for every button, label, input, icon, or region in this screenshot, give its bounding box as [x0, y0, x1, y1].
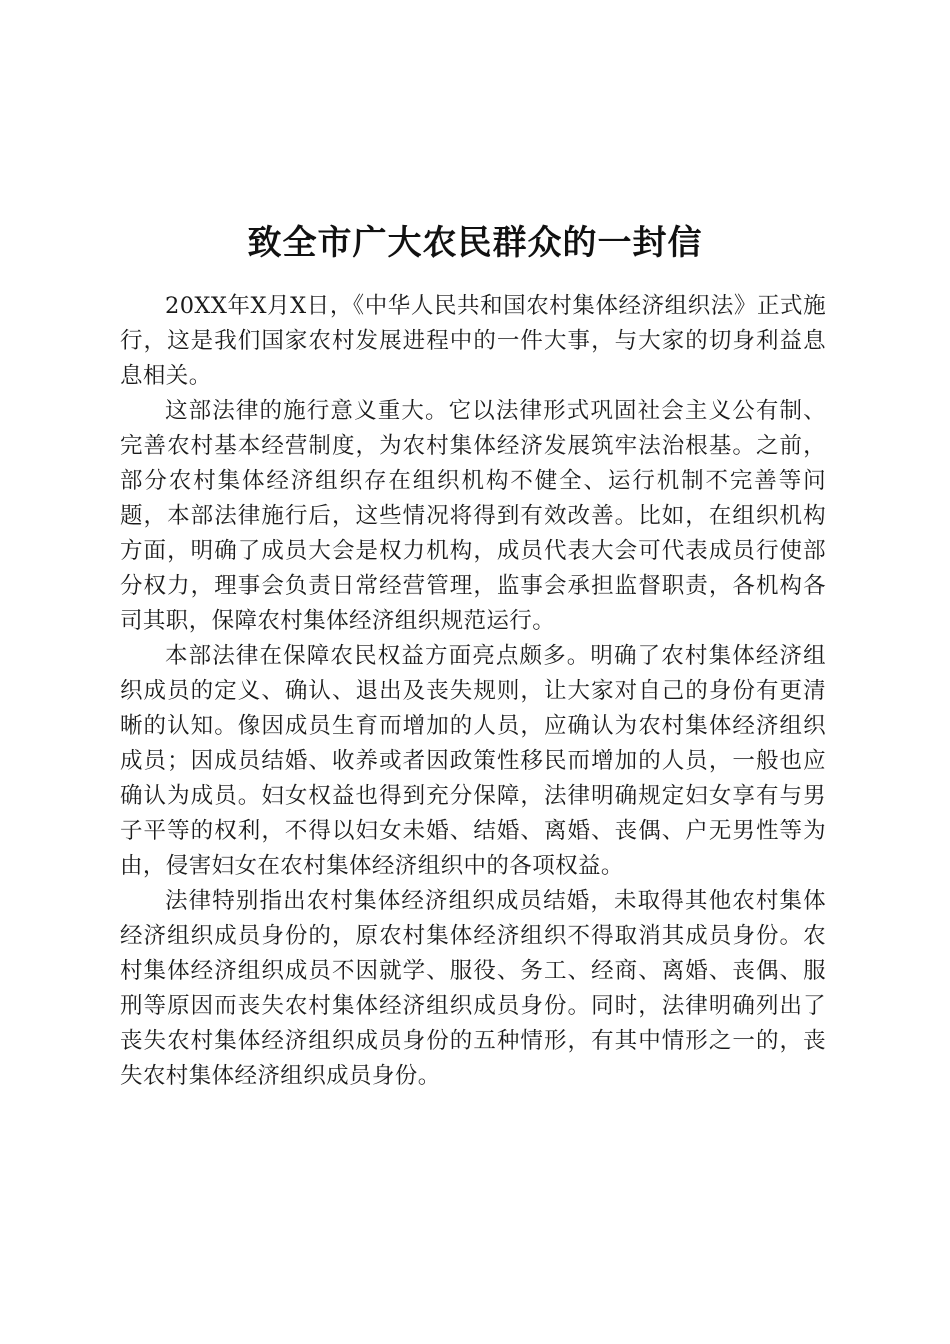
paragraph-2: 这部法律的施行意义重大。它以法律形式巩固社会主义公有制、完善农村基本经营制度，为农村集体经济发展筑牢法治根基。之前，部分农村集体经济组织存在组织机构不健全、运行机制不完善等问题，本部法律施行后，这些情况将得到有效改善。比如，在组织机构方面，明确了成员大会是权力机构，成员代表大会可代表成员行使部分权力，理事会负责日常经营管理，监事会承担监督职责，各机构各司其职，保障农村集体经济组织规范运行。	[120, 398, 826, 634]
paragraph-1: 20XX年X月X日，《中华人民共和国农村集体经济组织法》正式施行，这是我们国家农村发展进程中的一件大事，与大家的切身利益息息相关。	[120, 293, 826, 389]
paragraph-4: 法律特别指出农村集体经济组织成员结婚，未取得其他农村集体经济组织成员身份的，原农村集体经济组织不得取消其成员身份。农村集体经济组织成员不因就学、服役、务工、经商、离婚、丧偶、服刑等原因而丧失农村集体经济组织成员身份。同时，法律明确列出了丧失农村集体经济组织成员身份的五种情形，有其中情形之一的，丧失农村集体经济组织成员身份。	[120, 888, 826, 1089]
paragraph-3: 本部法律在保障农民权益方面亮点颇多。明确了农村集体经济组织成员的定义、确认、退出及丧失规则，让大家对自己的身份有更清晰的认知。像因成员生育而增加的人员，应确认为农村集体经济组织成员；因成员结婚、收养或者因政策性移民而增加的人员，一般也应确认为成员。妇女权益也得到充分保障，法律明确规定妇女享有与男子平等的权利，不得以妇女未婚、结婚、离婚、丧偶、户无男性等为由，侵害妇女在农村集体经济组织中的各项权益。	[120, 643, 826, 879]
document-body	[120, 289, 826, 1094]
document-title: 致全市广大农民群众的一封信	[247, 222, 703, 263]
